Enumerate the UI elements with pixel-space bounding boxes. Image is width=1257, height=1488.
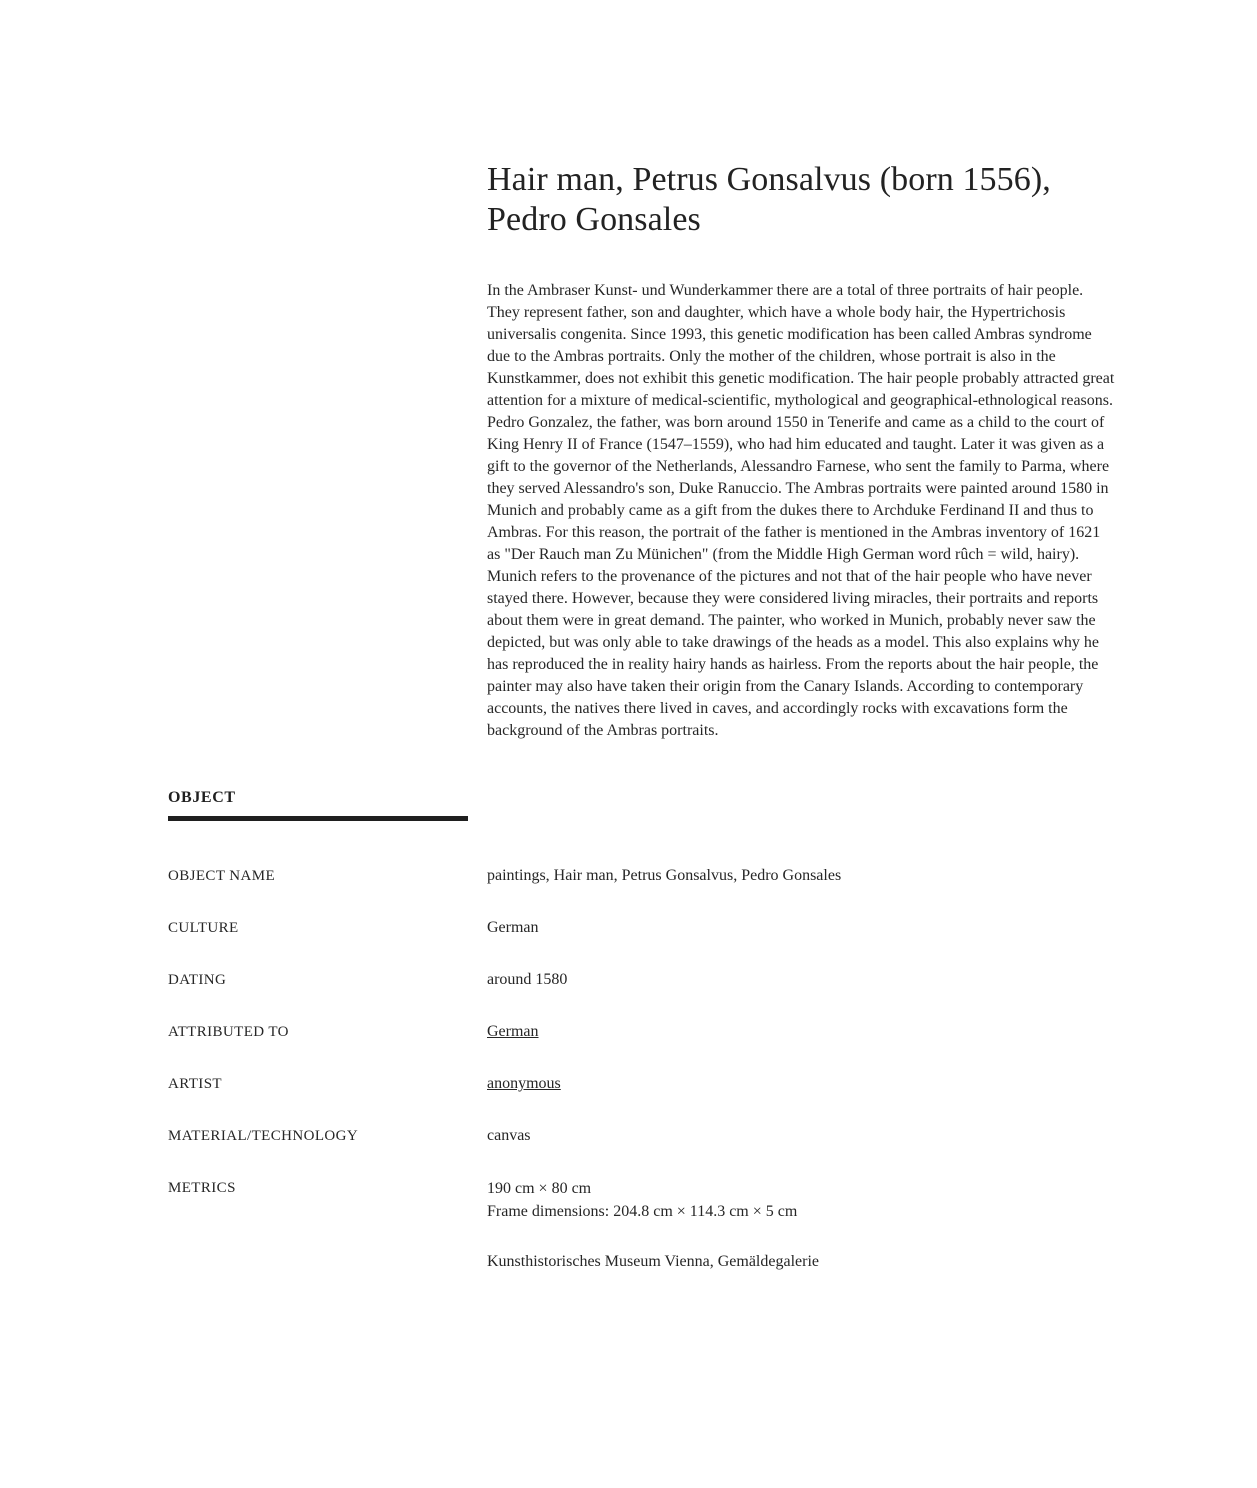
row-value-dating: around 1580 bbox=[487, 971, 568, 988]
article bbox=[487, 160, 1115, 742]
row-value-object-name: paintings, Hair man, Petrus Gonsalvus, Pedro Gonsales bbox=[487, 867, 842, 884]
row-label-dating: DATING bbox=[168, 972, 227, 988]
object-row-object-name bbox=[168, 865, 1115, 887]
object-row-attributed-to bbox=[168, 1021, 1115, 1043]
metrics-frame-dimensions: Frame dimensions: 204.8 cm × 114.3 cm × 5 cm bbox=[487, 1203, 798, 1220]
object-section bbox=[168, 788, 1115, 1273]
row-label-artist: ARTIST bbox=[168, 1076, 222, 1092]
object-section-heading: OBJECT bbox=[168, 789, 236, 806]
row-label-material-technology: MATERIAL/TECHNOLOGY bbox=[168, 1128, 359, 1144]
object-row-culture bbox=[168, 917, 1115, 939]
section-divider bbox=[168, 816, 468, 821]
row-value-museum: Kunsthistorisches Museum Vienna, Gemäldegalerie bbox=[487, 1253, 819, 1270]
object-row-metrics bbox=[168, 1177, 1115, 1223]
row-label-object-name: OBJECT NAME bbox=[168, 868, 276, 884]
object-row-museum bbox=[168, 1251, 1115, 1273]
page-title: Hair man, Petrus Gonsalvus (born 1556), Pedro Gonsales bbox=[487, 161, 1051, 238]
row-label-metrics: METRICS bbox=[168, 1180, 236, 1196]
object-row-artist bbox=[168, 1073, 1115, 1095]
object-description: In the Ambraser Kunst- und Wunderkammer there are a total of three portraits of hair people. They represent father, son and daughter, which have a whole body hair, the Hypertrichosis universalis congenita. Since 1993, this genetic modification has been called Ambras syndrome due to the Ambras portraits. Only the mother of the children, whose portrait is also in the Kunstkammer, does not exhibit this genetic modification. The hair people probably attracted great attention for a mixture of medical-scientific, mythological and geographical-ethnological reasons. Pedro Gonzalez, the father, was born around 1550 in Tenerife and came as a child to the court of King Henry II of France (1547–1559), who had him educated and taught. Later it was given as a gift to the governor of the Netherlands, Alessandro Farnese, who sent the family to Parma, where they served Alessandro's son, Duke Ranuccio. The Ambras portraits were painted around 1580 in Munich and probably came as a gift from the dukes there to Archduke Ferdinand II and thus to Ambras. For this reason, the portrait of the father is mentioned in the Ambras inventory of 1621 as "Der Rauch man Zu Münichen" (from the Middle High German word rûch = wild, hairy). Munich refers to the provenance of the pictures and not that of the hair people who have never stayed there. However, because they were considered living miracles, their portraits and reports about them were in great demand. The painter, who worked in Munich, probably never saw the depicted, but was only able to take drawings of the heads as a model. This also explains why he has reproduced the in reality hairy hands as hairless. From the reports about the hair people, the painter may also have taken their origin from the Canary Islands. According to contemporary accounts, the natives there lived in caves, and accordingly rocks with excavations form the background of the Ambras portraits. bbox=[487, 282, 1115, 739]
row-label-attributed-to: ATTRIBUTED TO bbox=[168, 1024, 289, 1040]
metrics-dimensions: 190 cm × 80 cm bbox=[487, 1180, 592, 1197]
object-row-material-technology bbox=[168, 1125, 1115, 1147]
attributed-to-link[interactable]: German bbox=[487, 1023, 539, 1040]
artist-link[interactable]: anonymous bbox=[487, 1075, 561, 1092]
row-value-material-technology: canvas bbox=[487, 1127, 531, 1144]
row-value-metrics bbox=[487, 1177, 797, 1223]
row-value-culture: German bbox=[487, 919, 539, 936]
object-row-dating bbox=[168, 969, 1115, 991]
row-label-culture: CULTURE bbox=[168, 920, 239, 936]
